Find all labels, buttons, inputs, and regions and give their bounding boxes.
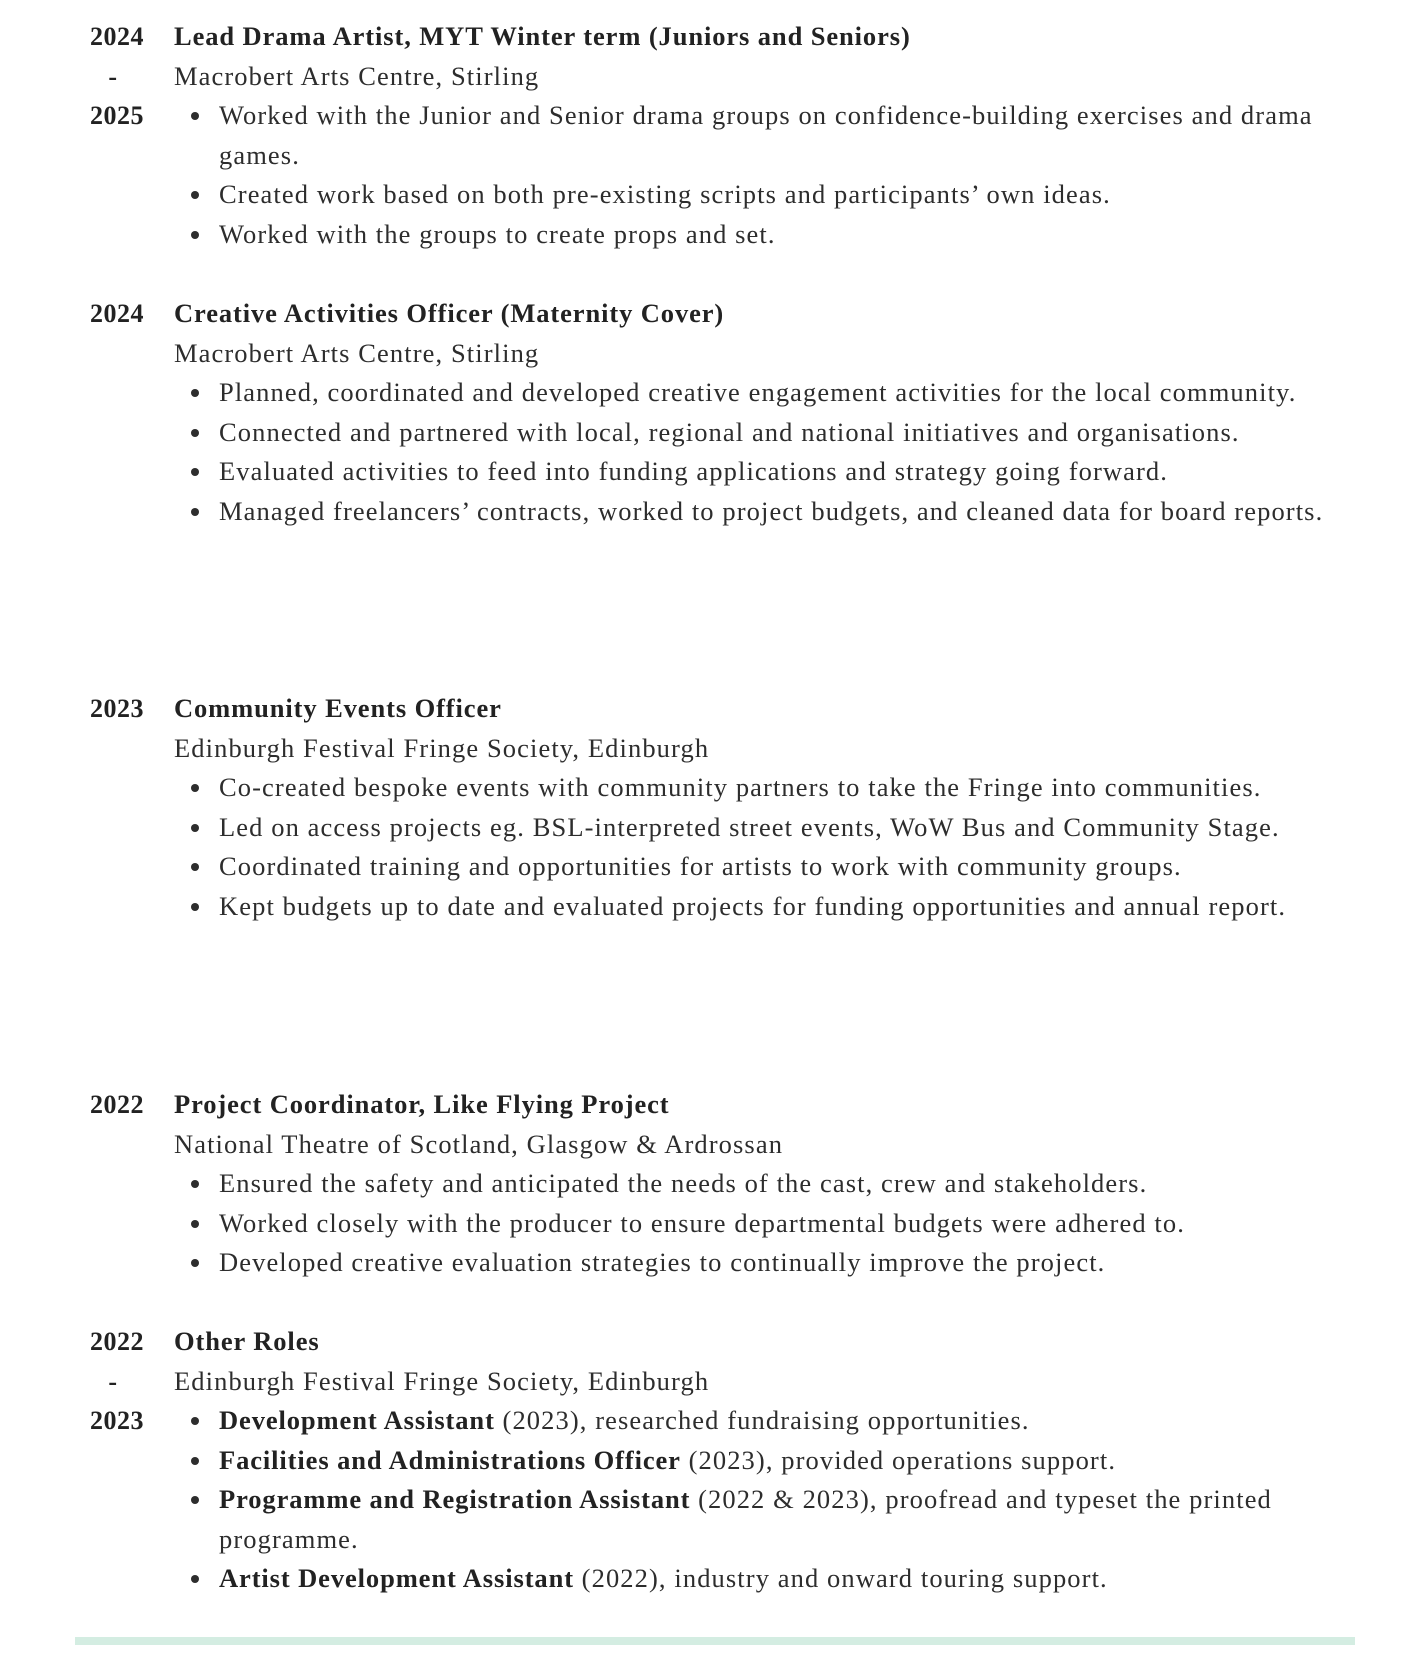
entry-dates xyxy=(60,689,144,729)
job-title: Creative Activities Officer (Maternity Cover) xyxy=(174,298,725,328)
bullet-icon xyxy=(191,508,199,516)
list-item: Coordinated training and opportunities for artists to work with community groups. xyxy=(174,847,1374,887)
entry-body xyxy=(174,17,1374,254)
bullet-icon xyxy=(191,429,199,437)
job-title: Community Events Officer xyxy=(174,693,502,723)
responsibilities-list xyxy=(174,1164,1374,1283)
date-start: 2024 xyxy=(90,299,144,328)
responsibilities-list xyxy=(174,373,1374,531)
organisation: National Theatre of Scotland, Glasgow & Ardrossan xyxy=(174,1128,784,1159)
bullet-icon xyxy=(191,1259,199,1267)
date-start: 2023 xyxy=(90,694,144,723)
list-item: Kept budgets up to date and evaluated projects for funding opportunities and annual report. xyxy=(174,887,1374,927)
date-separator: - xyxy=(108,61,118,91)
bullet-icon xyxy=(191,784,199,792)
list-item: Developed creative evaluation strategies to continually improve the project. xyxy=(174,1243,1374,1283)
bullet-icon xyxy=(191,1220,199,1228)
list-item: Created work based on both pre-existing scripts and participants’ own ideas. xyxy=(174,175,1374,215)
bullet-icon xyxy=(191,231,199,239)
bullet-icon xyxy=(191,1457,199,1465)
list-item: Artist Development Assistant (2022), industry and onward touring support. xyxy=(174,1559,1374,1599)
bullet-icon xyxy=(191,191,199,199)
date-end: 2023 xyxy=(90,1406,144,1435)
list-item: Worked with the Junior and Senior drama groups on confidence-building exercises and drama games. xyxy=(174,96,1374,175)
role-name: Artist Development Assistant xyxy=(219,1563,574,1593)
bullet-icon xyxy=(191,1496,199,1504)
bullet-icon xyxy=(191,389,199,397)
bullet-icon xyxy=(191,1417,199,1425)
list-item: Facilities and Administrations Officer (2023), provided operations support. xyxy=(174,1441,1374,1481)
list-item: Planned, coordinated and developed creative engagement activities for the local community. xyxy=(174,373,1374,413)
bullet-icon xyxy=(191,863,199,871)
list-item: Evaluated activities to feed into funding applications and strategy going forward. xyxy=(174,452,1374,492)
entry-body xyxy=(174,294,1374,531)
entry-dates xyxy=(60,17,144,136)
entry-dates xyxy=(60,1085,144,1125)
list-item: Worked closely with the producer to ensure departmental budgets were adhered to. xyxy=(174,1204,1374,1244)
date-separator: - xyxy=(108,1366,118,1396)
date-start: 2022 xyxy=(90,1327,144,1356)
list-item: Connected and partnered with local, regional and national initiatives and organisations. xyxy=(174,413,1374,453)
responsibilities-list xyxy=(174,768,1374,926)
role-name: Development Assistant xyxy=(219,1405,495,1435)
job-title: Other Roles xyxy=(174,1326,320,1356)
list-item: Worked with the groups to create props and set. xyxy=(174,215,1374,255)
list-item: Managed freelancers’ contracts, worked to project budgets, and cleaned data for board reports. xyxy=(174,492,1374,532)
bullet-icon xyxy=(191,1575,199,1583)
organisation: Edinburgh Festival Fringe Society, Edinburgh xyxy=(174,732,710,763)
entry-body xyxy=(174,1322,1374,1599)
entry-dates xyxy=(60,294,144,334)
roles-list xyxy=(174,1401,1374,1599)
bullet-icon xyxy=(191,824,199,832)
entry-body xyxy=(174,689,1374,926)
organisation: Macrobert Arts Centre, Stirling xyxy=(174,60,540,91)
date-start: 2022 xyxy=(90,1090,144,1119)
job-title: Lead Drama Artist, MYT Winter term (Juniors and Seniors) xyxy=(174,21,911,51)
responsibilities-list xyxy=(174,96,1374,254)
job-title: Project Coordinator, Like Flying Project xyxy=(174,1089,670,1119)
organisation: Edinburgh Festival Fringe Society, Edinburgh xyxy=(174,1365,710,1396)
list-item: Development Assistant (2023), researched fundraising opportunities. xyxy=(174,1401,1374,1441)
role-name: Facilities and Administrations Officer xyxy=(219,1444,681,1475)
list-item: Programme and Registration Assistant (2022 & 2023), proofread and typeset the printed programme. xyxy=(174,1480,1374,1559)
date-end: 2025 xyxy=(90,101,144,130)
organisation: Macrobert Arts Centre, Stirling xyxy=(174,337,540,368)
entry-dates xyxy=(60,1322,144,1441)
entry-body xyxy=(174,1085,1374,1283)
list-item: Ensured the safety and anticipated the needs of the cast, crew and stakeholders. xyxy=(174,1164,1374,1204)
list-item: Led on access projects eg. BSL-interpreted street events, WoW Bus and Community Stage. xyxy=(174,808,1374,848)
list-item: Co-created bespoke events with community partners to take the Fringe into communities. xyxy=(174,768,1374,808)
bullet-icon xyxy=(191,112,199,120)
section-divider xyxy=(75,1637,1355,1645)
bullet-icon xyxy=(191,468,199,476)
bullet-icon xyxy=(191,903,199,911)
bullet-icon xyxy=(191,1180,199,1188)
role-name: Programme and Registration Assistant xyxy=(219,1484,691,1514)
date-start: 2024 xyxy=(90,22,144,51)
